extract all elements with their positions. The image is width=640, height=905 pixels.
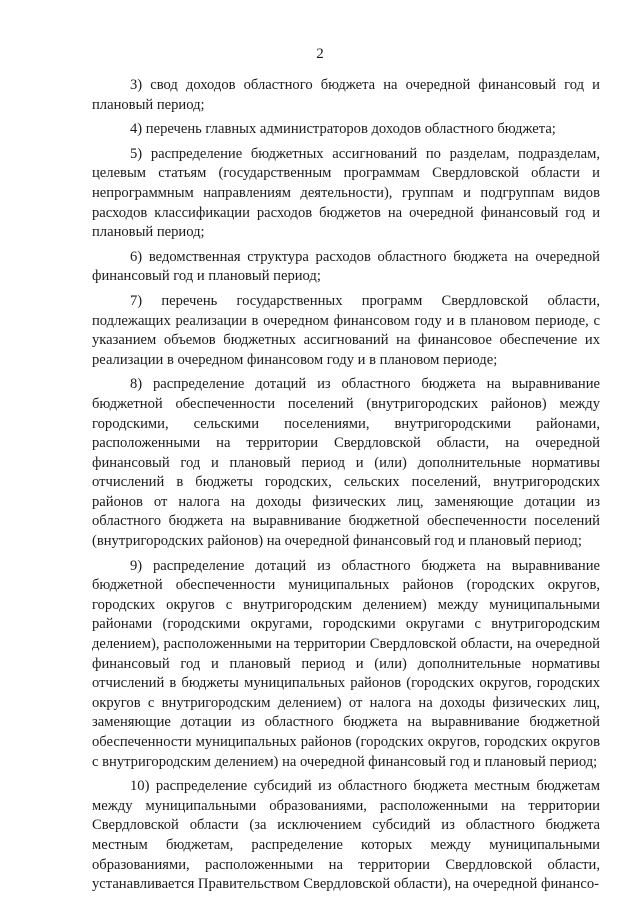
document-body bbox=[92, 76, 600, 900]
paragraph-item-3: 3) свод доходов областного бюджета на очередной финансовый год и плановый период; bbox=[92, 77, 600, 113]
paragraph-item-8: 8) распределение дотаций из областного бюджета на выравнивание бюджетной обеспеченности поселений (внутригородских районов) между городскими, сельскими поселениями, внутригородскими районами, расположенными на территории Свердловской области, на очередной финансовый год и плановый период и (или) дополнительные нормативы отчислений в бюджеты городских, сельских поселений, внутригородских районов от налога на доходы физических лиц, заменяющие дотации из областного бюджета на выравнивание бюджетной обеспеченности поселений (внутригородских районов) на очередной финансовый год и плановый период; bbox=[92, 376, 600, 550]
paragraph-item-9: 9) распределение дотаций из областного бюджета на выравнивание бюджетной обеспеченности муниципальных районов (городских округов, городских округов с внутригородским делением) между муниципальными районами (городскими округами, городскими округами с внутригородским делением), расположенными на территории Свердловской области, на очередной финансовый год и плановый период и (или) дополнительные нормативы отчислений в бюджеты муниципальных районов (городских округов, городских округов с внутригородским делением) от налога на доходы физических лиц, заменяющие дотации из областного бюджета на выравнивание бюджетной обеспеченности муниципальных районов (городских округов, городских округов с внутригородским делением) на очередной финансовый год и плановый период; bbox=[92, 557, 600, 770]
paragraph-item-6: 6) ведомственная структура расходов областного бюджета на очередной финансовый год и плановый период; bbox=[92, 248, 600, 285]
page-number: 2 bbox=[316, 46, 324, 62]
paragraph-item-4: 4) перечень главных администраторов доходов областного бюджета; bbox=[130, 121, 556, 138]
paragraph-item-7: 7) перечень государственных программ Свердловской области, подлежащих реализации в очередном финансовом году и в плановом периоде, с указанием объемов бюджетных ассигнований на финансовое обеспечение их реализации в очередном финансовом году и в плановом периоде; bbox=[92, 292, 600, 368]
paragraph-item-10: 10) распределение субсидий из областного бюджета местным бюджетам между муниципальными образованиями, расположенными на территории Свердловской области (за исключением субсидий из областного бюджета местным бюджетам, распределение которых между муниципальными образованиями, расположенными на территории Свердловской области, устанавливается Правительством Свердловской области), на очередной финансо- bbox=[92, 778, 600, 893]
paragraph-item-5: 5) распределение бюджетных ассигнований по разделам, подразделам, целевым статьям (государственным программам Свердловской области и непрограммным направлениям деятельности), группам и подгруппам видов расходов классификации расходов бюджетов на очередной финансовый год и плановый период; bbox=[92, 145, 600, 241]
